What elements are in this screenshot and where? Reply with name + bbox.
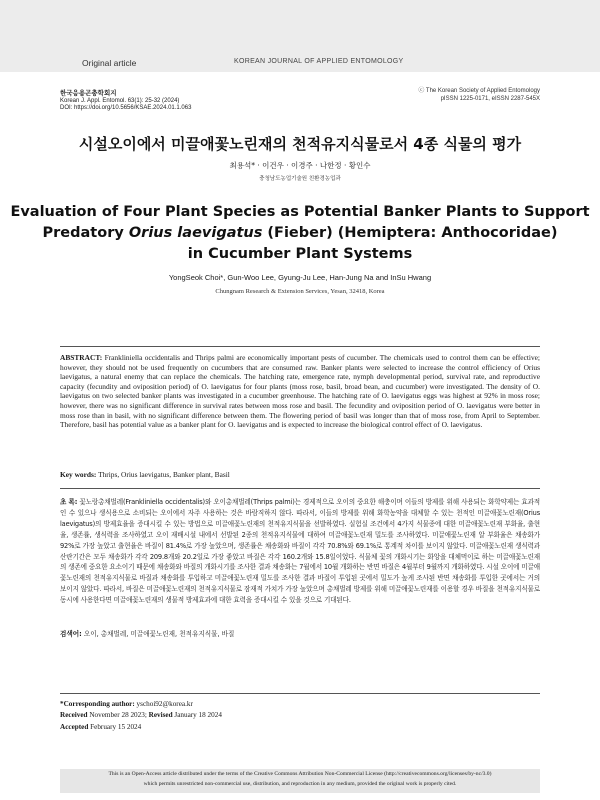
title-prefix: Predatory xyxy=(42,225,129,241)
korean-abstract-label: 초 록: xyxy=(60,498,78,506)
journal-name: KOREAN JOURNAL OF APPLIED ENTOMOLOGY xyxy=(234,58,404,65)
english-title-line1: Evaluation of Four Plant Species as Potential Banker Plants to Support xyxy=(10,204,590,220)
correspondence-divider xyxy=(60,693,540,694)
correspondence-block xyxy=(60,699,222,733)
english-authors: YongSeok Choi*, Gun-Woo Lee, Gyung-Ju Lee, Han-Jung Na and InSu Hwang xyxy=(168,273,432,282)
copyright-notice: ⓒ The Korean Society of Applied Entomology xyxy=(418,88,540,94)
corresponding-author-label: *Corresponding author: xyxy=(60,700,135,708)
korean-keywords-label: 검색어: xyxy=(60,630,82,638)
korean-abstract xyxy=(60,497,540,606)
keywords xyxy=(60,470,540,479)
korean-affiliation: 충청남도농업기술원 친환경농업과 xyxy=(259,176,341,182)
korean-title: 시설오이에서 미끌애꽃노린재의 천적유지식물로서 4종 식물의 평가 xyxy=(78,135,522,153)
english-title xyxy=(0,202,600,265)
english-title-line2 xyxy=(0,223,600,244)
accepted-date: February 15 2024 xyxy=(90,722,142,731)
korean-keywords-text: 오이, 총채벌레, 미끌애꽃노린재, 천적유지식물, 바질 xyxy=(83,630,235,638)
issn-numbers: pISSN 1225-0171, eISSN 2287-545X xyxy=(440,95,540,102)
title-suffix: (Fieber) (Hemiptera: Anthocoridae) xyxy=(262,225,558,241)
journal-citation: Korean J. Appl. Entomol. 63(1): 25-32 (2024) xyxy=(60,97,180,104)
corresponding-author xyxy=(60,699,222,710)
title-species: Orius laevigatus xyxy=(128,225,263,241)
korean-keywords xyxy=(60,628,540,638)
abstract xyxy=(60,353,540,430)
abstract-label: ABSTRACT: xyxy=(60,353,103,362)
received-date: November 28 2023; xyxy=(89,711,147,720)
keywords-text: Thrips, Orius laevigatus, Banker plant, Basil xyxy=(98,470,230,479)
license-line2: which permits unrestricted non-commercial use, distribution, and reproduction in any medium, provided the original work is properly cited. xyxy=(143,781,457,787)
article-type: Original article xyxy=(82,58,137,68)
keywords-label: Key words: xyxy=(60,470,97,479)
english-affiliation: Chungnam Research & Extension Services, Yesan, 32418, Korea xyxy=(215,288,385,295)
korean-authors: 최용석* · 이건우 · 이경주 · 나한정 · 황인수 xyxy=(229,161,371,170)
received-label: Received xyxy=(60,711,88,720)
license-line1: This is an Open-Access article distributed under the terms of the Creative Commons Attribution Non-Commercial License (http://creativecommons.org/licenses/by-nc/3.0) xyxy=(108,771,492,777)
received-revised xyxy=(60,710,222,721)
revised-date: January 18 2024 xyxy=(174,711,222,720)
citation-block xyxy=(60,90,191,113)
revised-label: Revised xyxy=(148,711,173,720)
doi-link[interactable]: DOI: https://doi.org/10.5656/KSAE.2024.01.1.063 xyxy=(60,105,192,111)
license-box xyxy=(60,769,540,793)
middle-divider xyxy=(60,488,540,489)
accepted xyxy=(60,722,222,733)
society-block xyxy=(418,88,540,103)
english-title-line3: in Cucumber Plant Systems xyxy=(187,246,413,262)
korean-abstract-text: 꽃노랑총채벌레(Frankliniella occidentalis)와 오이총채벌레(Thrips palmi)는 경제적으로 오이의 중요한 해충이며 이들의 방제를 위해 사용되는 화학약제는 효과적인 수 있으나 생식용으로 소비되는 오이에서 자주 사용하는 것은 바람직하지 않다. 따라서, 이들의 방제를 위해 화학농약을 대체할 수 있는 천적인 미끌애꽃노린재(Orius laevigatus)의 방제효율을 증대시킬 수 있는 방법으로 미끌애꽃노린재의 천적유지식물을 선발하였다. 실험실 조건에서 4가지 식물종에 대한 미끌애꽃노린재 부화율, 출현율, 생존률, 생식력을 조사하였고 오이 재배시설 내에서 선발된 2종의 천적유지식물에 대하여 미끌애꽃노린재 밀도를 조사하였다. 미끌애꽃노린재 알 부화율은 채송화가 92%로 가장 높았고 출현율은 바질이 81.4%로 가장 높았으며, 생존률은 채송화와 바질이 각각 70.8%와 69.1%로 통계적 차이를 보이지 않았다. 미끌애꽃노린재 생식력과 산란기간은 모두 채송화가 각각 209.8개와 20.2일로 가장 좋았고 바질은 각각 160.2개와 15.8일이었다. 식물체 꽃의 개화시기는 화앙을 대체먹이로 하는 미끌애꽃노린재의 생존에 중요한 요소이기 때문에 채송화와 바질의 개화시기를 조사한 결과 채송화는 7월에서 10월 개화하는 반면 바질은 4월부터 9월까지 개화하였다. 시설 오이에 미끌애꽃노린재의 천적유지식물로 바질과 채송화를 투입하고 미끌애꽃노린재 밀도를 조사한 결과 바질이 투입된 곳에서 밀도가 높게 조사된 반면 채송화를 투입한 곳에서는 거의 보이지 않았다. 따라서, 바질은 미끌애꽃노린재의 천적유지식물로 잠재적 가치가 가장 높았으며 총채벌레 방제를 위해 미끌애꽃노린재를 이용할 경우 바질을 천적유지식물로 동시에 사용한다면 미끌애꽃노린재의 생물적 방제효과에 대한 효력을 증대시킬 수 있을 것으로 기대된다. xyxy=(60,498,541,605)
accepted-label: Accepted xyxy=(60,722,89,731)
top-divider xyxy=(60,346,540,347)
corresponding-author-email[interactable]: yschoi92@korea.kr xyxy=(136,700,193,708)
abstract-text: Frankliniella occidentalis and Thrips palmi are economically important pests of cucumber. The chemicals used to control them can be effective; however, they should not be used frequently on cucumbers that are consumed raw. Banker plants were selected to increase the control efficiency of Orius laevigatus, a natural enemy that can replace the chemicals. The hatching rate, emergence rate, nymph developmental period, survival rate, and reproductive capacity (fecundity and oviposition period) of O. laevigatus for four plants (moss rose, basil, broad bean, and cucumber) were investigated. The density of O. laevigatus on two selected banker plants was investigated in a cucumber greenhouse. The hatching rate of O. laevigatus eggs was highest at 92% in moss rose; however, there was no significant difference in survival rates between moss rose and basil. The fecundity and oviposition period of O. laevigatus were better in moss rose than in basil, with no significant difference between them. The flowering period of basil was longer than that of moss rose, from April to September. Therefore, basil has potential value as a banker plant for O. laevigatus and is expected to increase the biological control effect of O. laevigatus. xyxy=(60,353,540,430)
journal-korean-name: 한국응용곤충학회지 xyxy=(60,90,117,97)
